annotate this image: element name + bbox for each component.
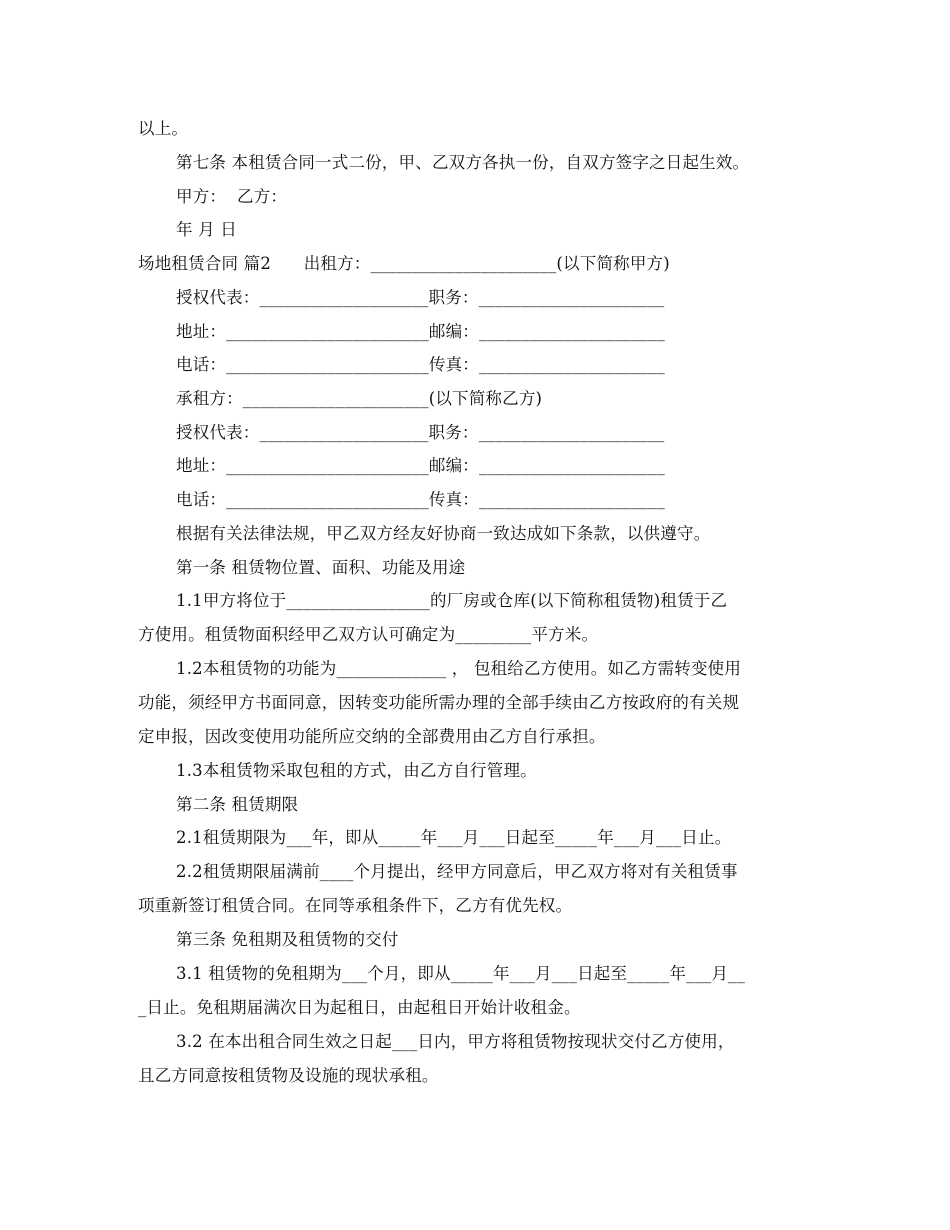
text-line: 年 月 日 [176, 220, 237, 239]
text-line: 定申报，因改变使用功能所应交纳的全部费用由乙方自行承担。 [138, 727, 606, 746]
text-line: 场地租赁合同 篇2 出租方：______________________(以下简称甲方) [138, 254, 670, 273]
text-line: 方使用。租赁物面积经甲乙双方认可确定为_________平方米。 [138, 625, 599, 644]
text-line: 授权代表：____________________职务：______________________ [176, 288, 665, 307]
text-line: 1.3本租赁物采取包租的方式，由乙方自行管理。 [176, 761, 537, 780]
text-line: 根据有关法律法规，甲乙双方经友好协商一致达成如下条款，以供遵守。 [176, 524, 711, 543]
text-line: 第七条 本租赁合同一式二份，甲、乙双方各执一份，自双方签字之日起生效。 [176, 153, 750, 172]
text-line: 电话：________________________传真：______________________ [176, 490, 665, 509]
text-line: 1.1甲方将位于_________________的厂房或仓库(以下简称租赁物)租赁于乙 [176, 591, 728, 610]
text-line: 地址：________________________邮编：______________________ [176, 456, 665, 475]
text-line: 承租方：______________________(以下简称乙方) [176, 389, 543, 408]
text-line: 功能，须经甲方书面同意，因转变功能所需办理的全部手续由乙方按政府的有关规 [138, 693, 740, 712]
text-line: 授权代表：____________________职务：______________________ [176, 423, 665, 442]
text-line: 以上。 [138, 119, 189, 138]
text-line: 第三条 免租期及租赁物的交付 [176, 930, 399, 949]
text-line: 第二条 租赁期限 [176, 795, 299, 814]
text-line: 2.2租赁期限届满前____个月提出，经甲方同意后，甲乙双方将对有关租赁事 [176, 862, 738, 881]
text-line: 1.2本租赁物的功能为_____________ ， 包租给乙方使用。如乙方需转变使用 [176, 659, 742, 678]
text-line: 且乙方同意按租赁物及设施的现状承租。 [138, 1066, 439, 1085]
text-line: 地址：________________________邮编：______________________ [176, 322, 665, 341]
text-line: 项重新签订租赁合同。在同等承租条件下，乙方有优先权。 [138, 896, 573, 915]
text-line: _日止。免租期届满次日为起租日，由起租日开始计收租金。 [138, 998, 581, 1017]
text-line: 3.2 在本出租合同生效之日起___日内，甲方将租赁物按现状交付乙方使用， [176, 1032, 735, 1051]
text-line: 2.1租赁期限为___年，即从_____年___月___日起至_____年___月___日止。 [176, 828, 732, 847]
text-line: 电话：________________________传真：______________________ [176, 355, 665, 374]
text-line: 3.1 租赁物的免租期为___个月，即从_____年___月___日起至_____年___月__ [176, 964, 746, 983]
text-line: 甲方： 乙方： [176, 187, 288, 206]
text-line: 第一条 租赁物位置、面积、功能及用途 [176, 558, 466, 577]
